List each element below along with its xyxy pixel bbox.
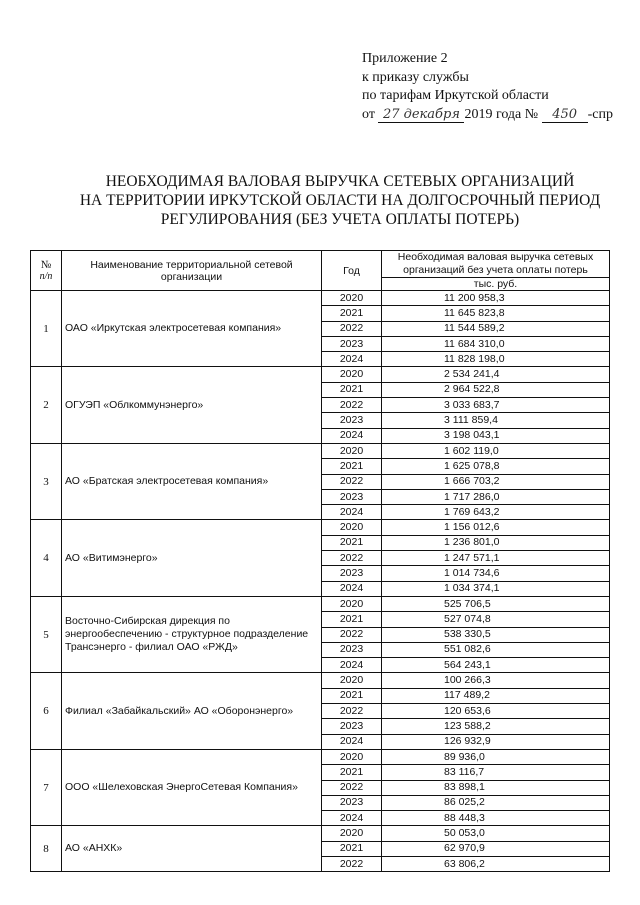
year-cell: 2024 <box>322 658 382 673</box>
header-num-symbol: № <box>40 259 52 271</box>
year-cell: 2020 <box>322 826 382 841</box>
revenue-cell: 89 936,0 <box>382 749 610 764</box>
table-row <box>31 367 610 382</box>
year-cell: 2022 <box>322 551 382 566</box>
revenue-cell: 564 243,1 <box>382 658 610 673</box>
appendix-header <box>362 50 613 124</box>
year-cell: 2023 <box>322 489 382 504</box>
year-cell: 2021 <box>322 841 382 856</box>
year-cell: 2022 <box>322 704 382 719</box>
revenue-cell: 63 806,2 <box>382 856 610 871</box>
org-number: 8 <box>31 826 62 872</box>
revenue-cell: 100 266,3 <box>382 673 610 688</box>
org-number: 6 <box>31 673 62 749</box>
revenue-cell: 1 625 078,8 <box>382 459 610 474</box>
org-number: 1 <box>31 291 62 367</box>
revenue-cell: 120 653,6 <box>382 704 610 719</box>
header-org-name: Наименование территориальной сетевой организации <box>62 251 322 291</box>
year-cell: 2022 <box>322 780 382 795</box>
revenue-cell: 83 116,7 <box>382 765 610 780</box>
title-line-3: РЕГУЛИРОВАНИЯ (БЕЗ УЧЕТА ОПЛАТЫ ПОТЕРЬ) <box>160 211 520 228</box>
year-cell: 2023 <box>322 336 382 351</box>
year-cell: 2021 <box>322 765 382 780</box>
year-cell: 2024 <box>322 428 382 443</box>
year-cell: 2021 <box>322 535 382 550</box>
year-cell: 2020 <box>322 673 382 688</box>
org-name: ОГУЭП «Облкоммунэнерго» <box>62 367 322 443</box>
revenue-cell: 1 769 643,2 <box>382 505 610 520</box>
year-cell: 2022 <box>322 321 382 336</box>
year-cell: 2023 <box>322 642 382 657</box>
year-cell: 2021 <box>322 306 382 321</box>
year-cell: 2021 <box>322 688 382 703</box>
year-cell: 2022 <box>322 627 382 642</box>
year-cell: 2022 <box>322 398 382 413</box>
revenue-cell: 1 156 012,6 <box>382 520 610 535</box>
revenue-cell: 527 074,8 <box>382 612 610 627</box>
revenue-cell: 1 602 119,0 <box>382 443 610 458</box>
year-cell: 2020 <box>322 367 382 382</box>
year-cell: 2020 <box>322 443 382 458</box>
year-cell: 2020 <box>322 520 382 535</box>
handwritten-order-number: 450 <box>542 108 588 123</box>
revenue-cell: 11 684 310,0 <box>382 336 610 351</box>
title-line-1: НЕОБХОДИМАЯ ВАЛОВАЯ ВЫРУЧКА СЕТЕВЫХ ОРГАНИЗАЦИЙ <box>105 173 575 190</box>
revenue-cell: 11 544 589,2 <box>382 321 610 336</box>
revenue-cell: 11 645 823,8 <box>382 306 610 321</box>
table-row <box>31 826 610 841</box>
org-name: АО «Витимэнерго» <box>62 520 322 596</box>
year-cell: 2023 <box>322 566 382 581</box>
document-title <box>60 172 620 229</box>
table-row <box>31 291 610 306</box>
org-name: Филиал «Забайкальский» АО «Оборонэнерго» <box>62 673 322 749</box>
revenue-cell: 3 033 683,7 <box>382 398 610 413</box>
revenue-cell: 86 025,2 <box>382 795 610 810</box>
revenue-cell: 1 014 734,6 <box>382 566 610 581</box>
org-number: 5 <box>31 596 62 672</box>
revenue-table <box>30 250 610 872</box>
revenue-cell: 123 588,2 <box>382 719 610 734</box>
year-cell: 2022 <box>322 474 382 489</box>
header-revenue: Необходимая валовая выручка сетевых организаций без учета оплаты потерь <box>382 251 610 278</box>
year-cell: 2024 <box>322 734 382 749</box>
revenue-cell: 551 082,6 <box>382 642 610 657</box>
year-cell: 2021 <box>322 612 382 627</box>
year-cell: 2023 <box>322 413 382 428</box>
org-number: 4 <box>31 520 62 596</box>
year-cell: 2023 <box>322 719 382 734</box>
revenue-cell: 126 932,9 <box>382 734 610 749</box>
year-cell: 2020 <box>322 749 382 764</box>
year-cell: 2020 <box>322 291 382 306</box>
org-name: АО «АНХК» <box>62 826 322 872</box>
revenue-cell: 1 717 286,0 <box>382 489 610 504</box>
table-row <box>31 520 610 535</box>
revenue-cell: 3 198 043,1 <box>382 428 610 443</box>
year-cell: 2024 <box>322 352 382 367</box>
revenue-cell: 1 236 801,0 <box>382 535 610 550</box>
year-cell: 2021 <box>322 459 382 474</box>
org-number: 7 <box>31 749 62 825</box>
revenue-cell: 62 970,9 <box>382 841 610 856</box>
revenue-cell: 3 111 859,4 <box>382 413 610 428</box>
handwritten-date: 27 декабря <box>378 108 464 123</box>
revenue-cell: 50 053,0 <box>382 826 610 841</box>
revenue-cell: 1 247 571,1 <box>382 551 610 566</box>
table-body <box>31 291 610 872</box>
revenue-cell: 2 534 241,4 <box>382 367 610 382</box>
header-num-abbr: п/п <box>39 271 53 282</box>
revenue-cell: 1 034 374,1 <box>382 581 610 596</box>
table-row <box>31 596 610 611</box>
header-unit: тыс. руб. <box>382 278 610 291</box>
revenue-cell: 538 330,5 <box>382 627 610 642</box>
org-number: 2 <box>31 367 62 443</box>
org-name: АО «Братская электросетевая компания» <box>62 443 322 519</box>
year-cell: 2023 <box>322 795 382 810</box>
org-number: 3 <box>31 443 62 519</box>
revenue-cell: 2 964 522,8 <box>382 382 610 397</box>
revenue-cell: 117 489,2 <box>382 688 610 703</box>
appendix-suffix: -спр <box>587 106 613 122</box>
appendix-year-text: 2019 года № <box>464 106 539 122</box>
org-name: Восточно-Сибирская дирекция по энергообеспечению - структурное подразделение Трансэнерго - филиал ОАО «РЖД» <box>62 596 322 672</box>
year-cell: 2024 <box>322 581 382 596</box>
year-cell: 2024 <box>322 505 382 520</box>
appendix-line-2: к приказу службы <box>362 69 469 85</box>
revenue-cell: 83 898,1 <box>382 780 610 795</box>
table-row <box>31 749 610 764</box>
header-year: Год <box>322 251 382 291</box>
table-row <box>31 673 610 688</box>
revenue-cell: 88 448,3 <box>382 811 610 826</box>
revenue-cell: 11 200 958,3 <box>382 291 610 306</box>
year-cell: 2020 <box>322 596 382 611</box>
appendix-line-4 <box>362 106 613 125</box>
appendix-prefix: от <box>362 106 375 122</box>
year-cell: 2022 <box>322 856 382 871</box>
table-row <box>31 443 610 458</box>
appendix-line-1: Приложение 2 <box>362 51 448 66</box>
org-name: ООО «Шелеховская ЭнергоСетевая Компания» <box>62 749 322 825</box>
header-num <box>31 251 62 291</box>
year-cell: 2021 <box>322 382 382 397</box>
revenue-cell: 1 666 703,2 <box>382 474 610 489</box>
title-line-2: НА ТЕРРИТОРИИ ИРКУТСКОЙ ОБЛАСТИ НА ДОЛГОСРОЧНЫЙ ПЕРИОД <box>79 192 601 209</box>
revenue-cell: 525 706,5 <box>382 596 610 611</box>
org-name: ОАО «Иркутская электросетевая компания» <box>62 291 322 367</box>
revenue-cell: 11 828 198,0 <box>382 352 610 367</box>
appendix-line-3: по тарифам Иркутской области <box>362 88 549 103</box>
year-cell: 2024 <box>322 811 382 826</box>
